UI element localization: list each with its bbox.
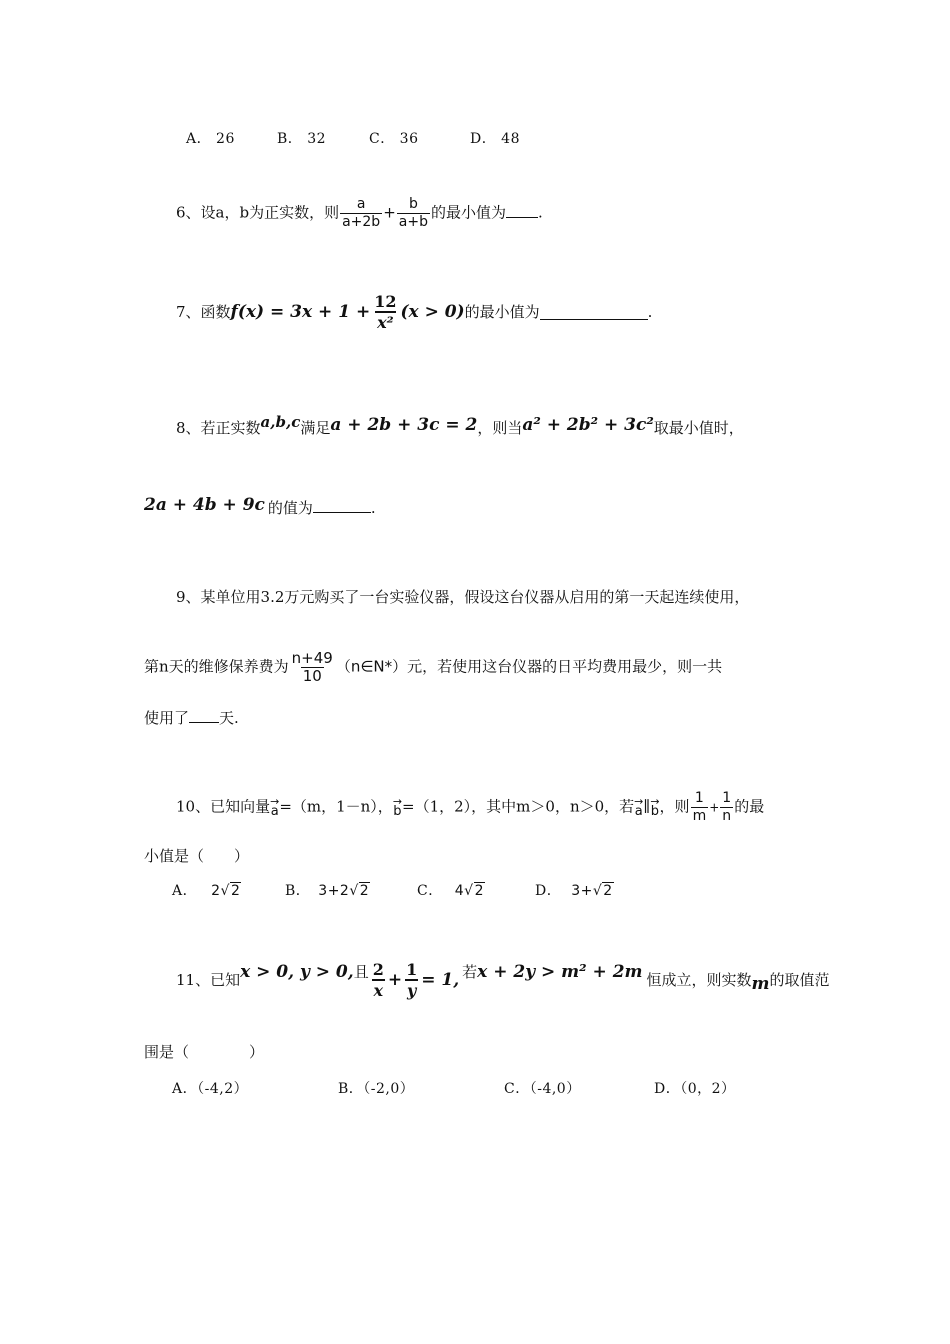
question-11-line-2: 围是（ ）: [144, 1043, 265, 1061]
q7-formula: f(x) = 3x + 1 +: [230, 302, 371, 322]
q6-answer-blank: [506, 203, 538, 218]
q8-expression: a² + 2b² + 3c²: [522, 415, 654, 435]
vector-b: → b: [392, 795, 403, 819]
q5-option-a: A． 26: [186, 131, 235, 147]
q9-answer-blank: [189, 708, 219, 723]
q5-option-d: D． 48: [470, 131, 520, 147]
q10-fraction-2: $\frac{1}{n}$: [722, 790, 732, 824]
q11-option-a: A．（-4,2）: [172, 1081, 249, 1097]
q10-option-d: D． 3+√2: [535, 883, 613, 899]
q8-answer-blank: [313, 498, 371, 513]
vector-a: → a: [270, 795, 280, 819]
question-8-line-2: 2a + 4b + 9c 的值为 .: [144, 495, 376, 517]
q7-answer-blank: [540, 305, 648, 320]
q10-option-a: A． 2√2: [172, 883, 241, 899]
q7-prefix: 7、函数: [176, 303, 231, 321]
q6-fraction-2: $\frac{b}{a+b}$: [398, 196, 428, 230]
q11-inequality: x + 2y > m² + 2m: [477, 962, 643, 982]
q6-suffix: 的最小值为: [430, 203, 506, 222]
q10-option-c: C． 4√2: [417, 883, 484, 899]
q9-fraction: $\frac{n+49}{10}$: [291, 649, 333, 685]
q11-option-d: D．（0，2）: [654, 1081, 736, 1097]
q6-prefix: 6、设a，b为正实数，则: [176, 203, 340, 222]
q6-fraction-1: $\frac{a}{a+2b}$: [342, 196, 381, 230]
question-10-line-2: 小值是（ ）: [144, 847, 250, 865]
q9-domain: （n∈N*）: [335, 657, 408, 676]
q7-suffix: 的最小值为: [464, 303, 540, 321]
vector-b-ref: → b: [650, 795, 660, 819]
q5-option-c: C． 36: [369, 131, 419, 147]
q11-fraction-1: $\frac{2}{x}$: [372, 960, 384, 1000]
q10-option-b: B． 3+2√2: [285, 883, 370, 899]
q11-fraction-2: $\frac{1}{y}$: [406, 960, 418, 1000]
q7-fraction: $\frac{12}{\text{x²}}$: [374, 292, 397, 332]
q5-option-b: B． 32: [277, 131, 327, 147]
q11-condition: x > 0, y > 0,: [240, 962, 354, 982]
question-7: 7、函数f(x) = 3x + 1 + $\frac{12}{\text{x²}}$ (x > 0)的最小值为 .: [176, 292, 653, 332]
q8-prefix: 8、若正实数: [176, 419, 261, 437]
q11-option-b: B．（-2,0）: [338, 1081, 415, 1097]
question-9-line-3: 使用了 天.: [144, 709, 239, 727]
q8-vars: a,b,c: [260, 413, 301, 431]
q8-condition: a + 2b + 3c = 2: [330, 415, 478, 435]
question-10: 10、已知向量 → a =（m，1－n）， → b =（1，2），其中m＞0，n＞0，若 → a ∥ → b ，则 $\frac{1}{m}$ + $\frac{1}{n}$ 的最: [176, 790, 765, 824]
q11-option-c: C．（-4,0）: [504, 1081, 581, 1097]
question-8: 8、若正实数a,b,c满足a + 2b + 3c = 2，则当a² + 2b² + 3c²取最小值时，: [176, 413, 744, 437]
question-11: 11、已知x > 0, y > 0,且 $\frac{2}{x}$ + $\frac{1}{y}$ = 1, 若x + 2y > m² + 2m 恒成立，则实数m的取值范: [176, 960, 830, 1000]
question-9-line-1: 9、某单位用3.2万元购买了一台实验仪器，假设这台仪器从启用的第一天起连续使用，: [176, 588, 750, 606]
question-9-line-2: 第n天的维修保养费为 $\frac{n+49}{10}$ （n∈N*）元，若使用这台仪器的日平均费用最少，则一共: [144, 649, 723, 685]
question-6: 6、设a，b为正实数，则 $\frac{a}{a+2b}$ + $\frac{b}{a+b}$ 的最小值为 .: [176, 196, 543, 230]
q8-target-expression: 2a + 4b + 9c: [144, 495, 265, 515]
q10-fraction-1: $\frac{1}{m}$: [692, 790, 707, 824]
vector-a-ref: → a: [634, 795, 644, 819]
q11-var-m: m: [751, 974, 770, 994]
